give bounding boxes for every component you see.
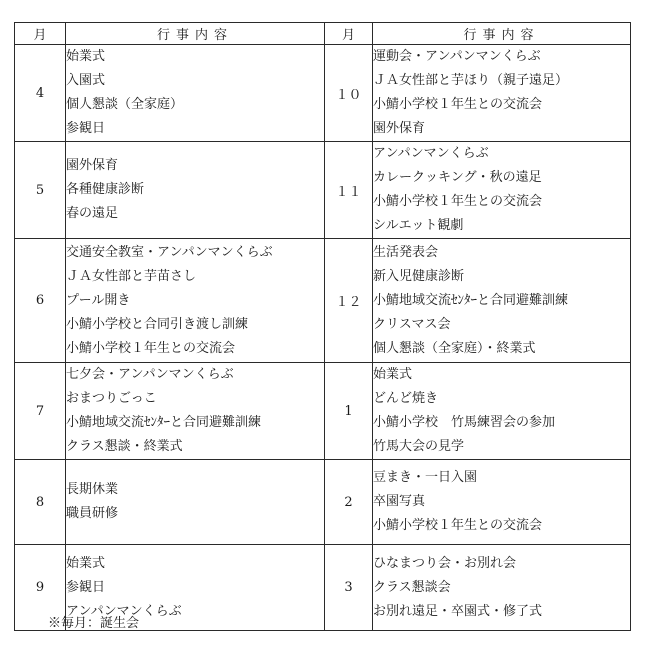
header-month-right: 月	[325, 23, 373, 45]
event-item: 各種健康診断	[66, 182, 145, 197]
event-item: 小鯖小学校１年生との交流会	[373, 97, 543, 112]
events-cell-left	[66, 142, 325, 239]
event-item: クラス懇談・終業式	[66, 439, 183, 454]
event-item: 運動会・アンパンマンくらぶ	[373, 49, 541, 64]
event-item: アンパンマンくらぶ	[373, 146, 489, 161]
event-item: 長期休業	[66, 482, 119, 497]
event-item: 豆まき・一日入園	[373, 470, 478, 485]
table-row	[15, 460, 631, 545]
header-month-left: 月	[15, 23, 66, 45]
event-item: 小鯖小学校 竹馬練習会の参加	[373, 415, 556, 430]
events-cell-left	[66, 45, 325, 142]
event-item: 春の遠足	[66, 206, 119, 221]
month-cell-right: 2	[325, 460, 373, 545]
events-cell-right	[373, 45, 631, 142]
event-item: 小鯖小学校と合同引き渡し訓練	[66, 316, 249, 332]
header-content-right: 行事内容	[373, 23, 631, 45]
table-row	[15, 239, 631, 363]
table-body	[15, 45, 631, 631]
month-cell-left: 6	[15, 239, 66, 363]
month-cell-left: 9	[15, 545, 66, 631]
events-cell-right	[373, 239, 631, 363]
event-item: クリスマス会	[373, 316, 451, 332]
table-row	[15, 142, 631, 239]
footnote: ※毎月：誕生会	[48, 616, 140, 631]
events-cell-left	[66, 460, 325, 545]
month-cell-right: １１	[325, 142, 373, 239]
event-item: 七夕会・アンパンマンくらぶ	[66, 367, 234, 382]
events-cell-right	[373, 363, 631, 460]
events-cell-left	[66, 239, 325, 363]
event-item: 参観日	[66, 579, 106, 595]
event-item: 新入児健康診断	[373, 268, 465, 284]
event-item: カレークッキング・秋の遠足	[373, 170, 542, 185]
event-item: 小鯖地域交流ｾﾝﾀｰと合同避難訓練	[373, 292, 569, 308]
event-item: 小鯖小学校１年生との交流会	[66, 340, 236, 356]
events-cell-left	[66, 363, 325, 460]
event-item: 個人懇談（全家庭）・終業式	[373, 340, 536, 356]
header-content-left: 行事内容	[66, 23, 325, 45]
event-item: 参観日	[66, 121, 106, 136]
event-item: 園外保育	[373, 121, 426, 136]
event-item: プール開き	[66, 292, 131, 308]
event-item: 生活発表会	[373, 244, 439, 260]
table-row	[15, 45, 631, 142]
event-item: 小鯖地域交流ｾﾝﾀｰと合同避難訓練	[66, 415, 262, 430]
events-cell-right	[373, 545, 631, 631]
month-cell-left: 4	[15, 45, 66, 142]
event-item: 交通安全教室・アンパンマンくらぶ	[66, 244, 273, 260]
event-item: 始業式	[66, 555, 106, 571]
month-cell-right: 3	[325, 545, 373, 631]
event-item: 個人懇談（全家庭）	[66, 97, 184, 112]
event-item: 始業式	[373, 367, 413, 382]
event-item: 入園式	[66, 73, 106, 88]
event-item: 始業式	[66, 49, 106, 64]
events-cell-right	[373, 460, 631, 545]
event-item: お別れ遠足・卒園式・修了式	[373, 603, 543, 619]
table-row	[15, 363, 631, 460]
event-item: ＪＡ女性部と芋ほり（親子遠足）	[373, 73, 569, 88]
event-item: 職員研修	[66, 506, 119, 521]
month-cell-right: １２	[325, 239, 373, 363]
event-item: 竹馬大会の見学	[373, 439, 465, 454]
event-item: クラス懇談会	[373, 579, 451, 595]
table-header-row	[15, 23, 631, 45]
event-item: ひなまつり会・お別れ会	[373, 555, 517, 571]
event-item: ＪＡ女性部と芋苗さし	[66, 268, 197, 284]
event-item: 卒園写真	[373, 494, 426, 509]
month-cell-left: 7	[15, 363, 66, 460]
month-cell-left: 5	[15, 142, 66, 239]
event-item: 園外保育	[66, 158, 119, 173]
event-item: どんど焼き	[373, 391, 439, 406]
month-cell-left: 8	[15, 460, 66, 545]
annual-event-table	[14, 22, 631, 631]
event-item: アンパンマンくらぶ	[66, 603, 182, 619]
event-item: おまつりごっこ	[66, 391, 157, 406]
month-cell-right: 1	[325, 363, 373, 460]
event-item: 小鯖小学校１年生との交流会	[373, 194, 543, 209]
event-item: 小鯖小学校１年生との交流会	[373, 518, 543, 533]
event-item: シルエット観劇	[373, 218, 464, 233]
events-cell-right	[373, 142, 631, 239]
month-cell-right: １０	[325, 45, 373, 142]
